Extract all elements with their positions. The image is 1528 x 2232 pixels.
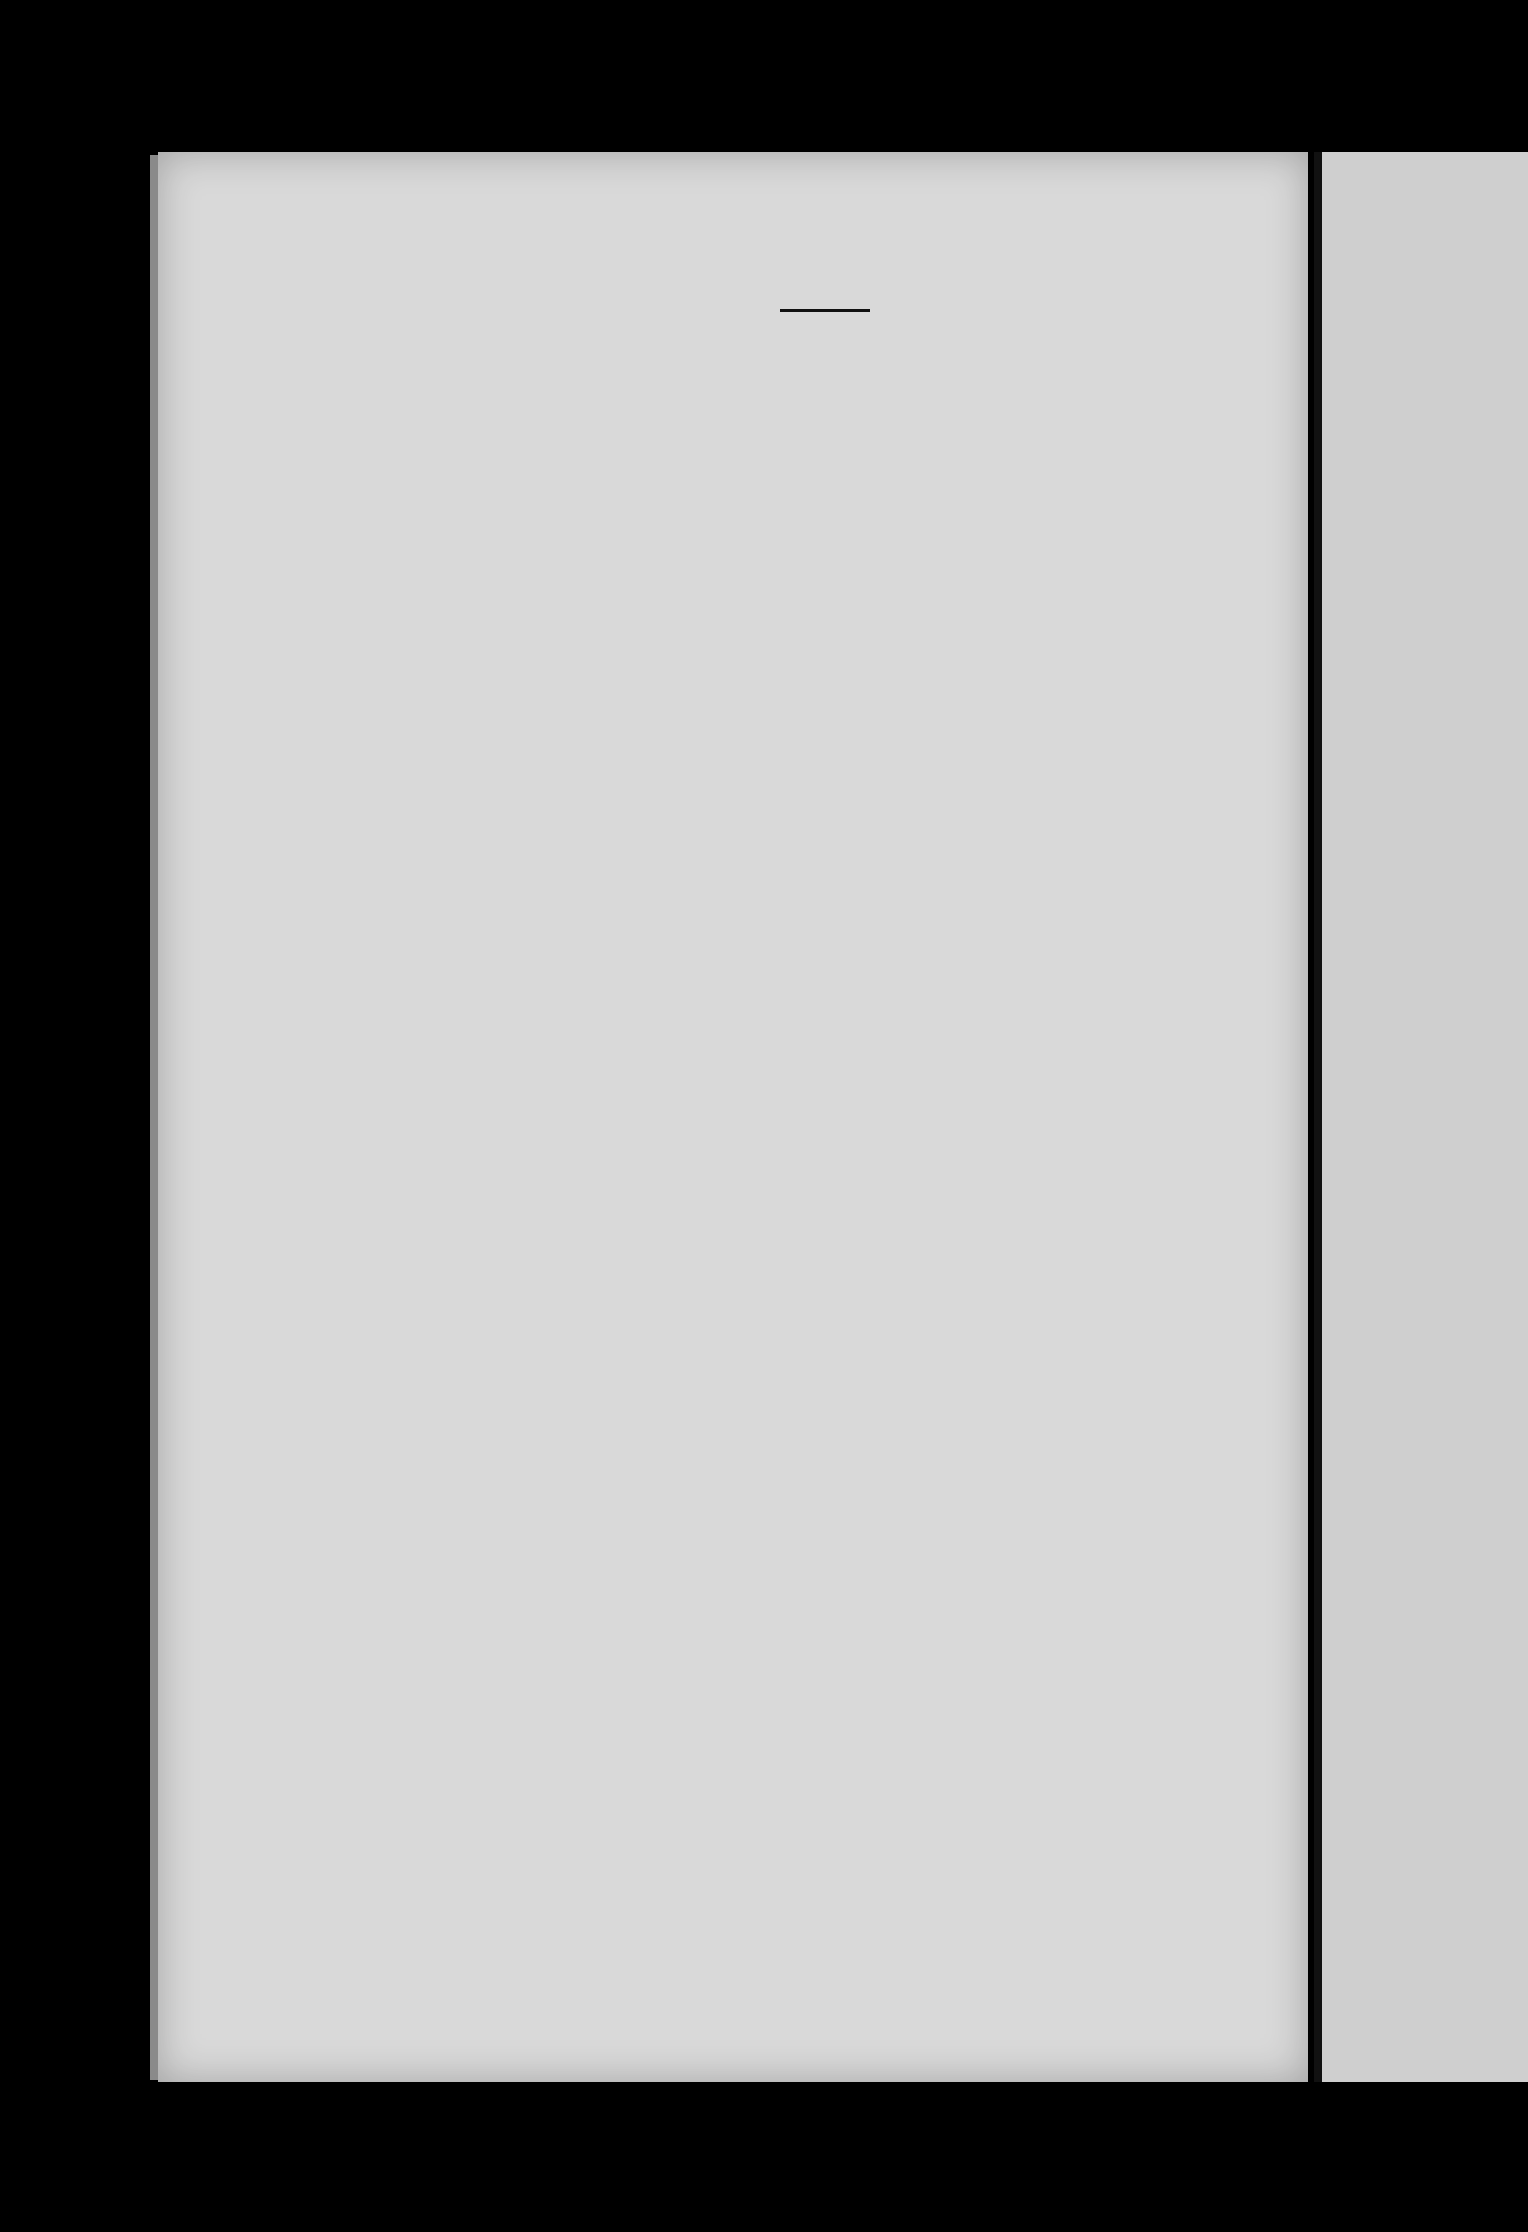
scanned-page <box>158 152 1308 2082</box>
section-divider <box>780 309 870 312</box>
binding-gutter <box>1314 152 1322 2082</box>
adjacent-page <box>1322 152 1528 2082</box>
page-content <box>555 283 975 330</box>
